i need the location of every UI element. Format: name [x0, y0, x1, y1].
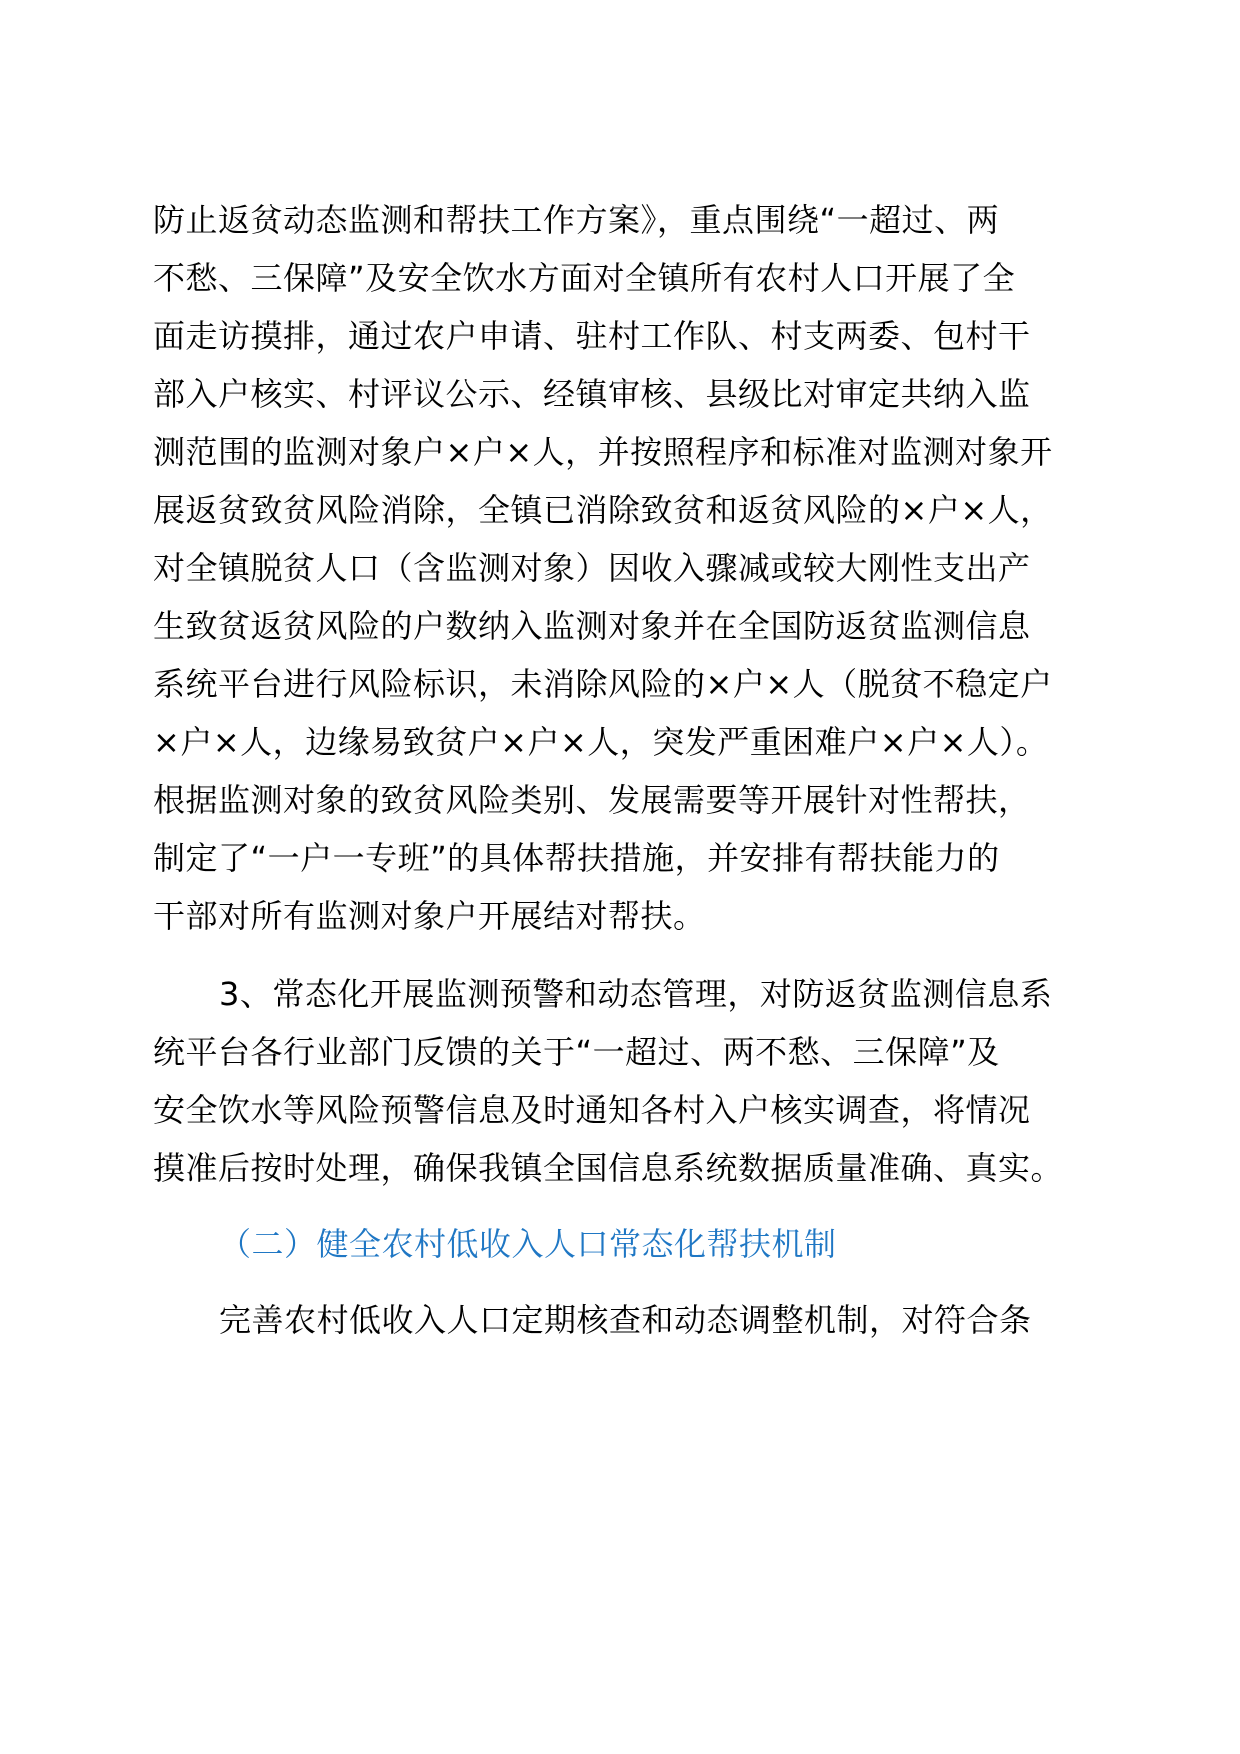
- text-line: 摸准后按时处理，确保我镇全国信息系统数据质量准确、真实。: [153, 1149, 1064, 1187]
- text-line: 干部对所有监测对象户开展结对帮扶。: [153, 897, 706, 935]
- text-line: 统平台各行业部门反馈的关于“一超过、两不愁、三保障”及: [153, 1033, 1000, 1071]
- text-line: ×户×人，边缘易致贫户×户×人，突发严重困难户×户×人）。: [153, 723, 1049, 761]
- text-line: 安全饮水等风险预警信息及时通知各村入户核实调查，将情况: [153, 1091, 1031, 1129]
- text-line: 展返贫致贫风险消除，全镇已消除致贫和返贫风险的×户×人，: [153, 491, 1053, 529]
- text-line: 生致贫返贫风险的户数纳入监测对象并在全国防返贫监测信息: [153, 607, 1031, 645]
- text-line: 不愁、三保障”及安全饮水方面对全镇所有农村人口开展了全: [153, 259, 1016, 297]
- text-line: 制定了“一户一专班”的具体帮扶措施，并安排有帮扶能力的: [153, 839, 1000, 877]
- text-line: 系统平台进行风险标识，未消除风险的×户×人（脱贫不稳定户: [153, 665, 1053, 703]
- text-line: 测范围的监测对象户×户×人，并按照程序和标准对监测对象开: [153, 433, 1053, 471]
- text-line: 面走访摸排，通过农户申请、驻村工作队、村支两委、包村干: [153, 317, 1031, 355]
- text-line: 根据监测对象的致贫风险类别、发展需要等开展针对性帮扶，: [153, 781, 1031, 819]
- text-line: 完善农村低收入人口定期核查和动态调整机制，对符合条: [219, 1301, 1032, 1339]
- text-line: 部入户核实、村评议公示、经镇审核、县级比对审定共纳入监: [153, 375, 1031, 413]
- text-line: 对全镇脱贫人口（含监测对象）因收入骤减或较大刚性支出产: [153, 549, 1031, 587]
- text-line: 3、常态化开展监测预警和动态管理，对防返贫监测信息系: [219, 975, 1053, 1013]
- text-line: 防止返贫动态监测和帮扶工作方案》，重点围绕“一超过、两: [153, 201, 1000, 239]
- section-heading: （二）健全农村低收入人口常态化帮扶机制: [219, 1225, 837, 1263]
